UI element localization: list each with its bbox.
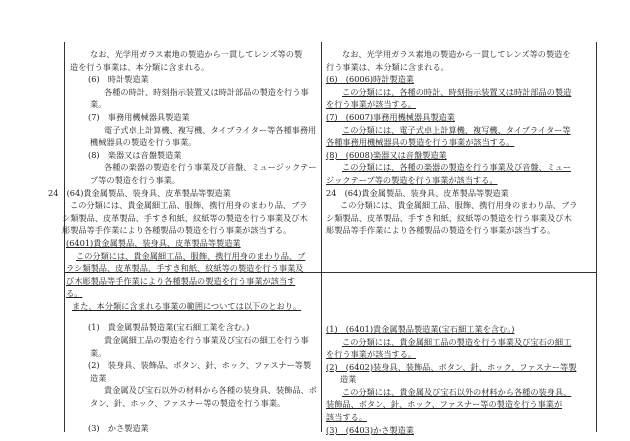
text-line: なお、光学用ガラス素地の製造から一貫してレンズ等の製造を (342, 49, 571, 59)
text-line: る。 (66, 288, 83, 299)
text-line: 機械器具の製造を行う事業。 (90, 137, 197, 148)
text-line: この分類には、貴金属細工品、服飾、携行用身のまわり品、ブラ (340, 200, 578, 211)
text-line: 各種事務用機械器具の製造を行う事業が該当する。 (326, 137, 515, 148)
current-text-column (48, 48, 324, 435)
text-line (70, 410, 324, 423)
text-line: 電子式卓上計算機、複写機、タイプライター等各種事務用 (104, 124, 317, 135)
item-heading: (6) (6006)時計製造業 (326, 74, 414, 85)
item-heading: (2) (6402)装身具、装飾品、ボタン、針、ホック、ファスナー等製 (326, 361, 577, 372)
text-line: 行う事業は、本分類に含まれる。 (326, 61, 449, 72)
text-line: 貴金属及び宝石以外の材料から各種の装身具、装飾品、ボ (104, 385, 317, 396)
text-line: また、本分類に含まれる事業の範囲については以下のとおり。 (72, 300, 302, 311)
item-heading: (8) (6008)楽器又は音盤製造業 (326, 149, 447, 160)
text-line: を行う事業が該当する。 (326, 349, 417, 360)
section-heading: 24 (64)貴金属製品、装身具、皮革製品等製造業 (48, 187, 231, 198)
text-line: 業。 (90, 347, 107, 358)
text-line: タン、針、ホック、ファスナー等の製造を行う事業。 (90, 398, 286, 409)
item-heading: (2) 装身具、装飾品、ボタン、針、ホック、ファスナー等製 (88, 360, 312, 371)
text-line: この分類には、各種の時計、時刻指示装置又は時計部品の製造 (342, 86, 572, 97)
text-line: この分類には、貴金属細工品、服飾、携行用身のまわり品、ブ (76, 250, 306, 261)
text-line: この分類には、貴金属及び宝石以外の材料から各種の装身具、 (342, 386, 572, 397)
text-line: 貴金属細工品の製造を行う事業及び宝石の細工を行う事 (104, 335, 309, 346)
table-border-right (596, 42, 597, 432)
text-line: 該当する。 (326, 412, 367, 423)
section-heading: 24 (64)貴金属製品、装身具、皮革製品等製造業 (326, 187, 509, 198)
text-line: この分類には、貴金属細工品、服飾、携行用身のまわり品、ブラ (70, 200, 308, 211)
item-heading: (1) 貴金属製品製造業(宝石細工業を含む。) (88, 322, 250, 333)
text-line: 各種の楽器の製造を行う事業及び音盤、ミュージックテー (104, 162, 317, 173)
item-heading: (6) 時計製造業 (88, 74, 149, 85)
text-line: シ類製品、皮革製品、手すき和紙、紋紙等の製造を行う事業及び木 (62, 212, 308, 223)
text-line: この分類には、各種の楽器の製造を行う事業及び音盤、ミュー (342, 162, 572, 173)
item-heading: (3) かさ製造業 (88, 423, 149, 434)
item-heading: (8) 楽器又は音盤製造業 (88, 149, 182, 160)
text-line: 造業 (340, 374, 357, 385)
text-line: 造を行う事業は、本分類に含まれる。 (70, 61, 210, 72)
item-heading: (7) 事務用機械器具製造業 (88, 111, 190, 122)
text-line: この分類には、電子式卓上計算機、複写機、タイプライター等 (342, 124, 571, 135)
text-line: ジックテープ等の製造を行う事業が該当する。 (326, 174, 498, 185)
text-line: この分類には、貴金属細工品の製造を行う事業及び宝石の細工 (342, 336, 572, 347)
text-line: 装飾品、ボタン、針、ホック、ファスナー等の製造を行う事業が (326, 399, 563, 410)
text-line: ラシ類製品、皮革製品、手すき和紙、紋紙等の製造を行う事業及 (66, 263, 304, 274)
table-border-left (64, 42, 65, 432)
text-line: 造業 (90, 372, 107, 383)
item-heading: (7) (6007)事務用機械器具製造業 (326, 111, 455, 122)
text-line: び木彫製品等手作業により各種製品の製造を行う事業が該当す (66, 275, 296, 286)
text-line: 各種の時計、時刻指示装置又は時計部品の製造を行う事 (104, 86, 309, 97)
text-line: 彫製品等手作業により各種製品の製造を行う事業が該当する。 (62, 225, 292, 236)
text-line: なお、光学用ガラス素地の製造から一貫してレンズ等の製 (90, 49, 303, 59)
item-heading: (1) (6401)貴金属製品製造業(宝石細工業を含む。) (326, 323, 515, 334)
revised-text-column (326, 48, 588, 436)
text-line: プ等の製造を行う事業。 (90, 174, 181, 185)
text-line: 彫製品等手作業により各種製品の製造を行う事業が該当する。 (326, 225, 556, 236)
text-line: シ類製品、皮革製品、手すき和紙、紋紙等の製造を行う事業及び木 (326, 212, 572, 223)
text-line: を行う事業が該当する。 (326, 99, 417, 110)
item-heading: (3) (6403)かさ製造業 (326, 424, 414, 435)
text-line: (6401)貴金属製品、装身具、皮革製品等製造業 (66, 237, 241, 248)
text-line: 業。 (90, 99, 107, 110)
